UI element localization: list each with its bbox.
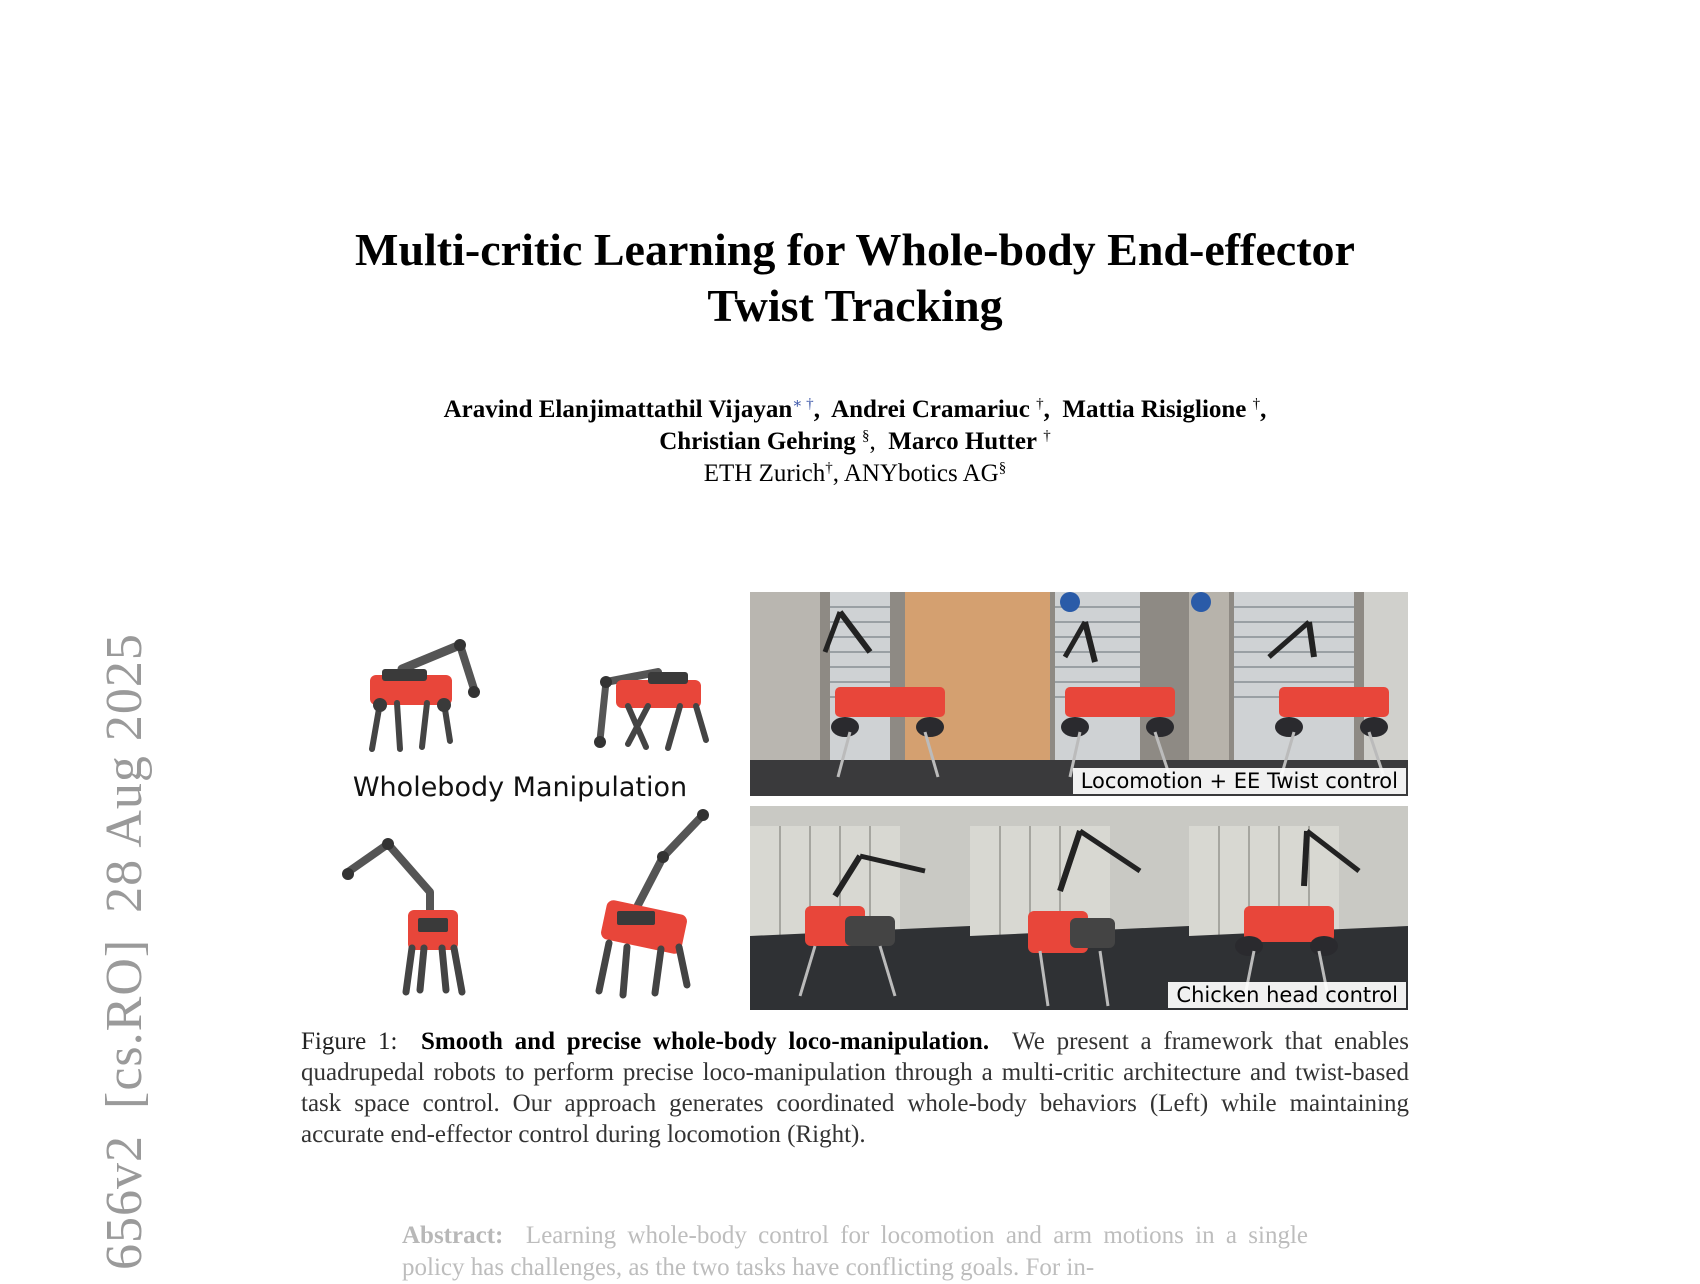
photo-frame (1189, 806, 1408, 1010)
affiliations (300, 458, 1410, 490)
author-marks: † (1043, 428, 1051, 444)
locomotion-photo-strip (750, 592, 1408, 796)
photo-frame (750, 592, 970, 796)
author-name: Marco Hutter (888, 428, 1038, 455)
author-marks: ∗ † (792, 396, 814, 412)
author-marks: † (1252, 396, 1261, 412)
author-marks: † (1036, 396, 1044, 412)
figure-caption (301, 1026, 1409, 1150)
robot-render-4 (575, 807, 715, 1002)
affiliation-eth: ETH Zurich (703, 460, 826, 487)
wholebody-manipulation-label: Wholebody Manipulation (352, 772, 688, 803)
robot-render-1 (352, 637, 492, 757)
title-line-1: Multi-critic Learning for Whole-body End-effector (355, 224, 1355, 275)
abstract-text: Learning whole-body control for locomotion and arm motions in a single policy has challenges, as the two tasks have conflicting goals. For in- (402, 1222, 1308, 1281)
paper-title (300, 222, 1410, 334)
caption-bold: Smooth and precise whole-body loco-manipulation. (420, 1028, 990, 1055)
author-block (300, 394, 1410, 490)
title-line-2: Twist Tracking (707, 280, 1003, 331)
photo-frame (1189, 592, 1408, 796)
robot-render-2 (588, 652, 718, 757)
photo-frame (750, 806, 970, 1010)
author-line-1: Aravind Elanjimattathil Vijayan∗ †, Andrei Cramariuc †, Mattia Risiglione †, (443, 396, 1267, 423)
affiliation-mark: † (825, 460, 833, 476)
robot-render-3 (338, 832, 478, 1002)
caption-prefix: Figure 1: (301, 1028, 398, 1055)
wholebody-manipulation-panel (300, 592, 740, 1010)
author-marks: § (862, 428, 870, 444)
abstract-label: Abstract: (402, 1222, 504, 1249)
affiliation-mark: § (998, 460, 1007, 476)
arxiv-id-fragment: 656v2 (96, 1135, 153, 1270)
affiliation-anybotics: ANYbotics AG (843, 460, 999, 487)
author-name: Aravind Elanjimattathil Vijayan (443, 396, 793, 423)
chicken-head-photo-strip (750, 806, 1408, 1010)
arxiv-side-stamp (95, 607, 154, 1270)
figure-1 (300, 592, 1408, 1010)
author-line-2: Christian Gehring §, Marco Hutter † (659, 428, 1051, 455)
locomotion-ee-twist-label: Locomotion + EE Twist control (1073, 768, 1406, 794)
author-name: Christian Gehring (659, 428, 856, 455)
chicken-head-control-label: Chicken head control (1168, 982, 1406, 1008)
affiliation-separator: , (832, 460, 844, 487)
author-name: Andrei Cramariuc (831, 396, 1030, 423)
photo-frame (970, 592, 1189, 796)
arxiv-date: 28 Aug 2025 (96, 633, 153, 913)
abstract (402, 1220, 1308, 1284)
author-name: Mattia Risiglione (1062, 396, 1247, 423)
caption-text: We present a framework that enables quadrupedal robots to perform precise loco-manipulation through a multi-critic architecture and twist-based task space control. Our approach generates coordinated whole-body behaviors (Left) while maintaining accurate end-effector control during locomotion (Right). (301, 1028, 1409, 1148)
arxiv-category: [cs.RO] (96, 938, 153, 1109)
photo-frame (970, 806, 1189, 1010)
